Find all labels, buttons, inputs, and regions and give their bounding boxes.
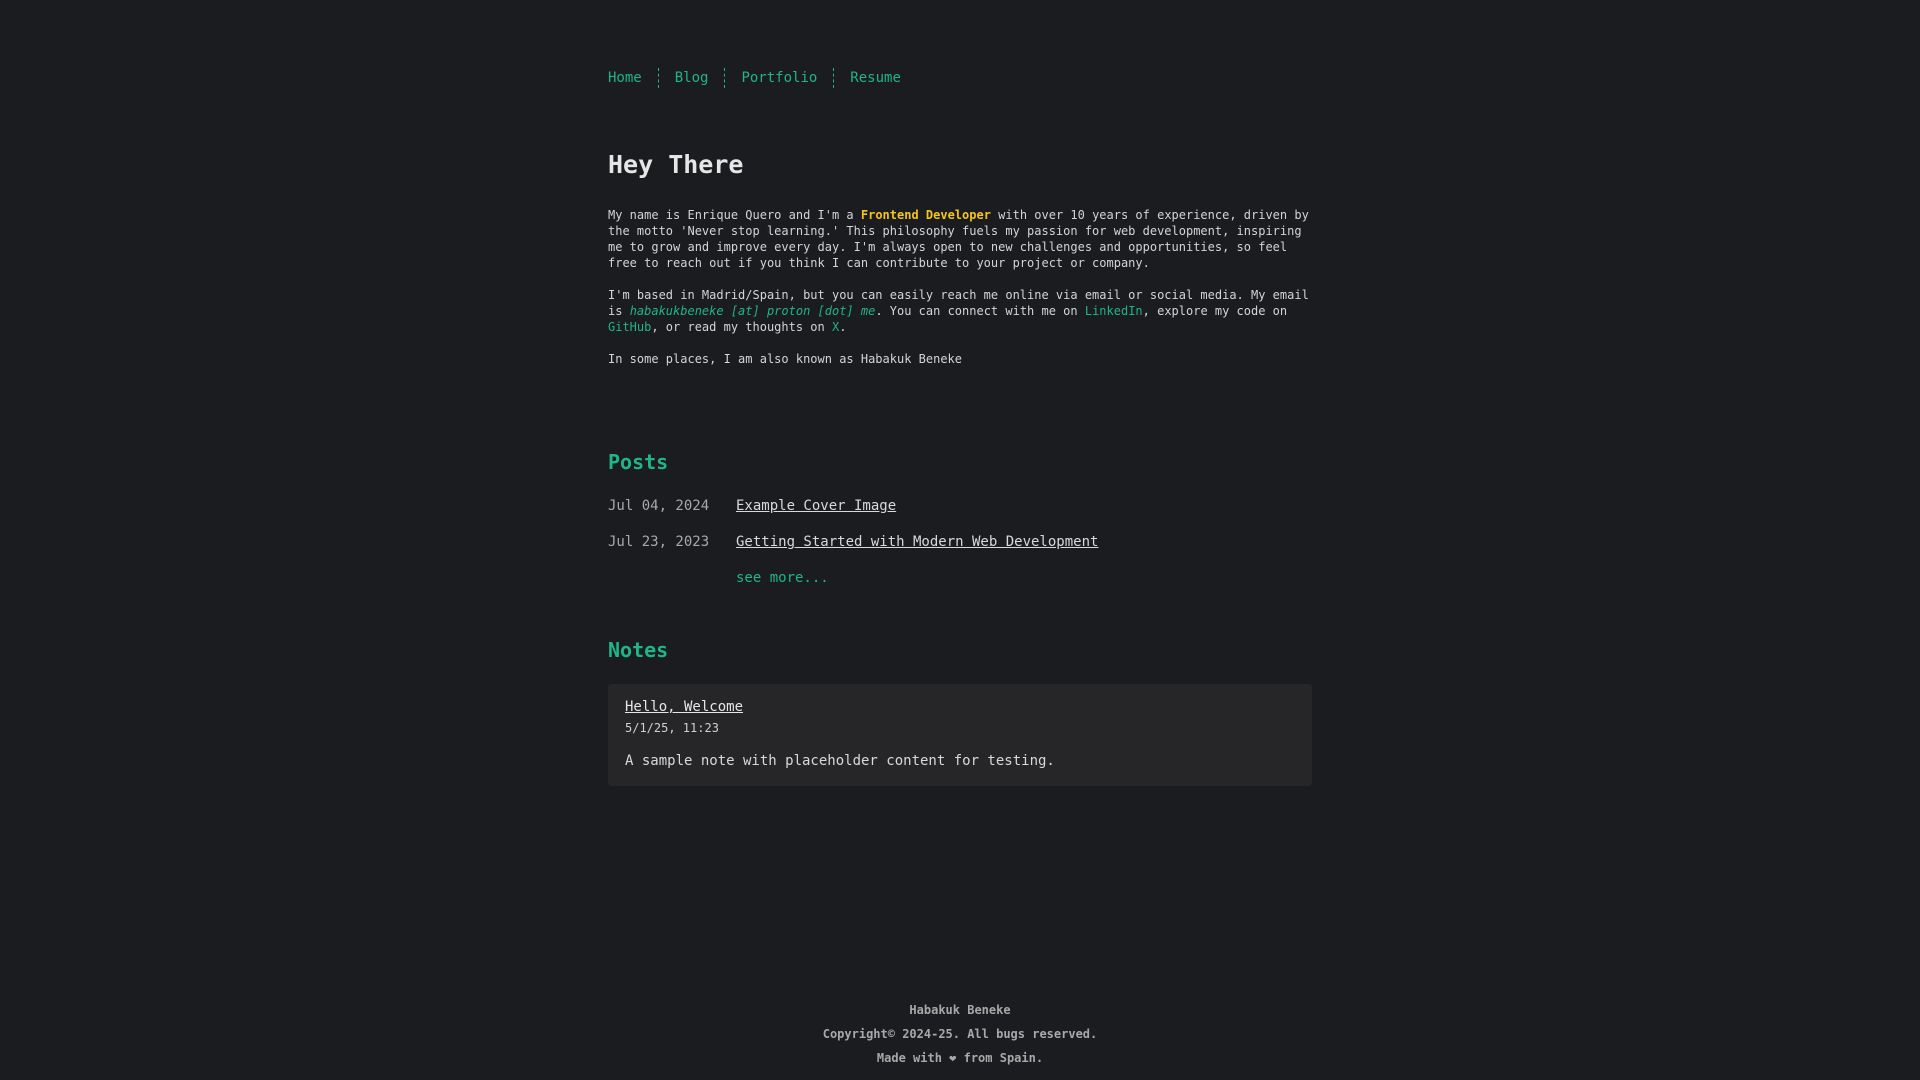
bio-paragraph-intro (608, 207, 1312, 271)
footer-name: Habakuk Beneke (909, 1003, 1011, 1017)
contact-text-end: . (839, 320, 847, 334)
note-date: 5/1/25, 11:23 (625, 721, 719, 735)
role-highlight: Frontend Developer (860, 208, 991, 222)
posts-heading: Posts (608, 450, 669, 474)
contact-text-2: . You can connect with me on (875, 304, 1085, 318)
linkedin-link[interactable]: LinkedIn (1084, 304, 1143, 318)
x-link[interactable]: X (831, 320, 840, 334)
contact-text-4: , or read my thoughts on (651, 320, 832, 334)
hero-title: Hey There (608, 150, 744, 179)
note-card (608, 684, 1312, 786)
nav-blog[interactable]: Blog (658, 68, 725, 88)
note-title-link[interactable]: Hello, Welcome (625, 699, 744, 715)
github-link[interactable]: GitHub (608, 320, 652, 334)
nav-portfolio[interactable]: Portfolio (724, 68, 833, 88)
bio-intro-rest: with over 10 years of experience, driven by the motto 'Never stop learning.' This philosophy fuels my passion for web development, inspiring me to grow and improve every day. I'm always open to new challenges and opportunities, so feel free to reach out if you think I can contribute to your project or company. (608, 208, 1309, 270)
footer-copyright: Copyright© 2024-25. All bugs reserved. (822, 1027, 1098, 1041)
footer-made-with: Made with ❤ from Spain. (876, 1051, 1044, 1065)
contact-text: I'm based in Madrid/Spain, but you can easily reach me online via email or social media. My email is (608, 288, 1309, 318)
note-body: A sample note with placeholder content for testing. (625, 753, 1055, 769)
post-row (608, 496, 896, 516)
bio-intro-text: My name is Enrique Quero and I'm a (608, 208, 861, 222)
bio-paragraph-contact (608, 287, 1312, 335)
nav-resume[interactable]: Resume (833, 68, 917, 88)
post-date: Jul 23, 2023 (608, 534, 710, 550)
bio-paragraph-alias: In some places, I am also known as Habakuk Beneke (608, 352, 963, 366)
post-row (608, 532, 1098, 552)
notes-heading: Notes (608, 638, 669, 662)
post-link[interactable]: Example Cover Image (736, 498, 897, 514)
footer (0, 998, 1920, 1070)
contact-text-3: , explore my code on (1142, 304, 1288, 318)
see-more-posts-link[interactable]: see more... (736, 570, 829, 586)
email-address: habakukbeneke [at] proton [dot] me (629, 304, 876, 318)
post-date: Jul 04, 2024 (608, 498, 710, 514)
nav-home[interactable]: Home (608, 70, 642, 86)
post-link[interactable]: Getting Started with Modern Web Development (736, 534, 1099, 550)
bio (608, 207, 1312, 383)
top-nav (608, 68, 917, 88)
